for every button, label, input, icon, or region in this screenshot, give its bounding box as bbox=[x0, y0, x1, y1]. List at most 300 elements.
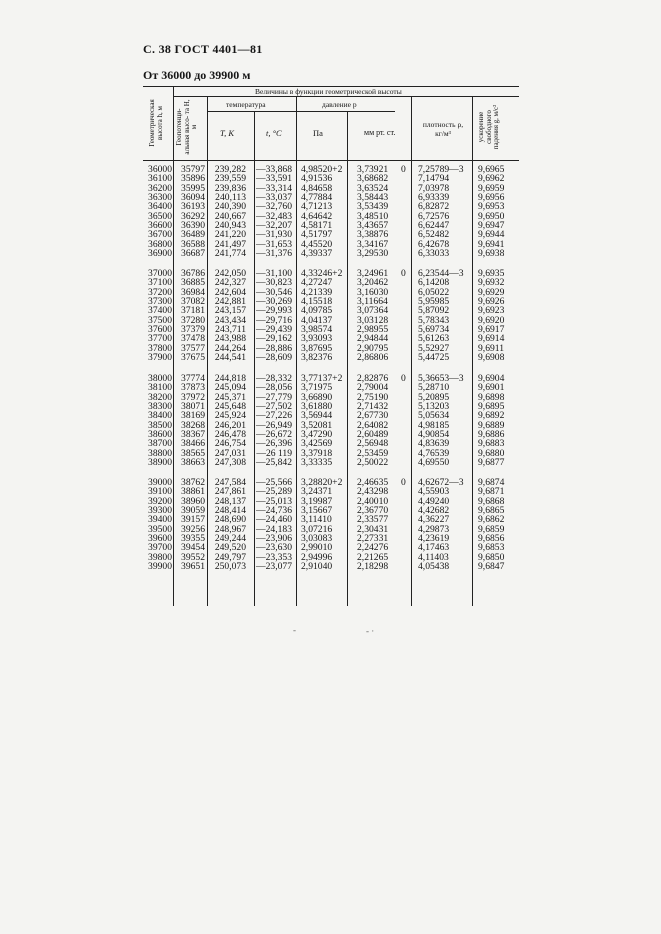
cell-g: 9,6865 bbox=[478, 505, 505, 517]
cell-H: 37478 bbox=[181, 333, 205, 345]
cell-rho: 4,62672—3 bbox=[418, 477, 464, 488]
cell-rho: 6,93339 bbox=[418, 192, 450, 204]
col-line-1 bbox=[173, 86, 174, 606]
cell-T: 250,073 bbox=[214, 561, 246, 573]
cell-rho: 7,25789—3 bbox=[418, 164, 464, 175]
cell-t: —29,716 bbox=[256, 314, 292, 326]
temp-rule bbox=[207, 111, 395, 112]
cell-T: 239,836 bbox=[214, 182, 246, 194]
header-gravity: ускорение свободного падения g, м/с² bbox=[477, 104, 500, 150]
header-geometric: Геометрическая высота h, м bbox=[148, 99, 164, 147]
cell-p: 3,82376 bbox=[301, 352, 333, 364]
cell-H: 37379 bbox=[181, 324, 205, 336]
cell-mm: 2,86806 bbox=[357, 352, 389, 364]
cell-h: 38300 bbox=[148, 401, 172, 413]
cell-T: 249,244 bbox=[214, 533, 246, 545]
cell-rho: 5,95985 bbox=[418, 296, 450, 308]
cell-mm: 2,90795 bbox=[357, 342, 389, 354]
cell-H: 38565 bbox=[181, 447, 205, 459]
cell-h: 36800 bbox=[148, 238, 172, 250]
cell-T: 248,690 bbox=[214, 514, 246, 526]
cell-mm: 2,79004 bbox=[357, 382, 389, 394]
cell-p: 4,15518 bbox=[301, 296, 333, 308]
cell-T: 240,943 bbox=[214, 220, 246, 232]
cell-mm: 3,58443 bbox=[357, 192, 389, 204]
cell-g: 9,6877 bbox=[478, 457, 505, 469]
cell-g: 9,6929 bbox=[478, 286, 505, 298]
cell-H: 37181 bbox=[181, 305, 205, 317]
cell-mm: 2,40010 bbox=[357, 495, 389, 507]
cell-g: 9,6862 bbox=[478, 514, 505, 526]
cell-p: 3,77137+2 bbox=[301, 373, 343, 384]
cell-p: 4,58171 bbox=[301, 220, 333, 232]
cell-t: —31,653 bbox=[256, 238, 292, 250]
cell-h: 38700 bbox=[148, 438, 172, 450]
cell-p: 3,11410 bbox=[301, 514, 332, 526]
cell-rho: 5,05634 bbox=[418, 410, 450, 422]
header-group-title: Величины в функции геометрической высоты bbox=[255, 87, 402, 96]
footer-mark-right: - · bbox=[366, 626, 375, 636]
cell-T: 246,754 bbox=[214, 438, 246, 450]
cell-H: 38466 bbox=[181, 438, 205, 450]
cell-mm: 3,03128 bbox=[357, 314, 389, 326]
cell-T: 243,157 bbox=[214, 305, 246, 317]
cell-T: 247,308 bbox=[214, 457, 246, 469]
cell-p: 3,66890 bbox=[301, 391, 333, 403]
cell-h: 37300 bbox=[148, 296, 172, 308]
cell-H: 37774 bbox=[181, 373, 205, 384]
cell-p: 4,64642 bbox=[301, 210, 333, 222]
cell-mm: 2,18298 bbox=[357, 561, 389, 573]
cell-g: 9,6911 bbox=[478, 342, 505, 354]
cell-H: 37280 bbox=[181, 314, 205, 326]
cell-t: —33,314 bbox=[256, 182, 292, 194]
cell-p: 4,04137 bbox=[301, 314, 333, 326]
cell-rho: 5,13203 bbox=[418, 401, 450, 413]
header-pa: Па bbox=[313, 128, 323, 138]
cell-rho: 6,14208 bbox=[418, 277, 450, 289]
cell-T: 240,390 bbox=[214, 201, 246, 213]
cell-t: —29,439 bbox=[256, 324, 292, 336]
cell-mm: 2,53459 bbox=[357, 447, 389, 459]
cell-mm: 2,50022 bbox=[357, 457, 389, 469]
cell-t: —26 119 bbox=[256, 447, 292, 459]
cell-mm: 3,20462 bbox=[357, 277, 389, 289]
cell-mm: 3,48510 bbox=[357, 210, 389, 222]
cell-g: 9,6868 bbox=[478, 495, 505, 507]
cell-mm: 3,68682 bbox=[357, 173, 389, 185]
cell-mm: 2,71432 bbox=[357, 401, 389, 413]
cell-g: 9,6950 bbox=[478, 210, 505, 222]
cell-rho: 6,23544—3 bbox=[418, 268, 464, 279]
cell-h: 36400 bbox=[148, 201, 172, 213]
cell-t: —25,566 bbox=[256, 477, 292, 488]
cell-t: —25,842 bbox=[256, 457, 292, 469]
cell-g: 9,6959 bbox=[478, 182, 505, 194]
cell-H: 36984 bbox=[181, 286, 205, 298]
header-temperature: температура bbox=[226, 100, 266, 109]
cell-g: 9,6965 bbox=[478, 164, 505, 175]
cell-g: 9,6847 bbox=[478, 561, 505, 573]
cell-p: 3,42569 bbox=[301, 438, 333, 450]
cell-p: 4,71213 bbox=[301, 201, 333, 213]
cell-H: 38169 bbox=[181, 410, 205, 422]
cell-p: 3,87695 bbox=[301, 342, 333, 354]
cell-rho: 5,61263 bbox=[418, 333, 450, 345]
cell-mm: 3,11664 bbox=[357, 296, 388, 308]
cell-H: 36687 bbox=[181, 248, 205, 260]
cell-h: 37500 bbox=[148, 314, 172, 326]
cell-H: 35995 bbox=[181, 182, 205, 194]
cell-mm: 2,30431 bbox=[357, 523, 389, 535]
cell-t: —26,949 bbox=[256, 419, 292, 431]
cell-T: 244,818 bbox=[214, 373, 246, 384]
cell-h: 36600 bbox=[148, 220, 172, 232]
cell-rho: 6,82872 bbox=[418, 201, 450, 213]
cell-g: 9,6871 bbox=[478, 486, 505, 498]
cell-H: 36292 bbox=[181, 210, 205, 222]
cell-rho: 6,05022 bbox=[418, 286, 450, 298]
cell-p: 4,45520 bbox=[301, 238, 333, 250]
cell-p: 3,19987 bbox=[301, 495, 333, 507]
cell-rho: 5,20895 bbox=[418, 391, 450, 403]
cell-t: —23,353 bbox=[256, 551, 292, 563]
cell-T: 242,881 bbox=[214, 296, 246, 308]
cell-h: 37000 bbox=[148, 268, 172, 279]
cell-t: —26,396 bbox=[256, 438, 292, 450]
header-rule bbox=[143, 160, 519, 161]
cell-T: 248,967 bbox=[214, 523, 246, 535]
cell-rho: 4,55903 bbox=[418, 486, 450, 498]
cell-mm: 2,21265 bbox=[357, 551, 389, 563]
cell-g: 9,6941 bbox=[478, 238, 505, 250]
cell-mm: 2,24276 bbox=[357, 542, 389, 554]
cell-H: 36094 bbox=[181, 192, 205, 204]
cell-h: 37900 bbox=[148, 352, 172, 364]
cell-g: 9,6883 bbox=[478, 438, 505, 450]
cell-g: 9,6874 bbox=[478, 477, 505, 488]
cell-T: 243,988 bbox=[214, 333, 246, 345]
cell-g: 9,6895 bbox=[478, 401, 505, 413]
cell-t: —30,823 bbox=[256, 277, 292, 289]
cell-H: 39552 bbox=[181, 551, 205, 563]
cell-g: 9,6920 bbox=[478, 314, 505, 326]
cell-rho: 4,90854 bbox=[418, 429, 450, 441]
cell-h: 39200 bbox=[148, 495, 172, 507]
cell-mm: 3,29530 bbox=[357, 248, 389, 260]
cell-p: 4,33246+2 bbox=[301, 268, 343, 279]
cell-t: —32,483 bbox=[256, 210, 292, 222]
cell-T: 243,434 bbox=[214, 314, 246, 326]
cell-g: 9,6859 bbox=[478, 523, 505, 535]
cell-rho: 4,98185 bbox=[418, 419, 450, 431]
cell-rho: 6,42678 bbox=[418, 238, 450, 250]
col-line-3 bbox=[254, 111, 255, 606]
cell-g: 9,6901 bbox=[478, 382, 505, 394]
cell-h: 37200 bbox=[148, 286, 172, 298]
cell-T: 242,604 bbox=[214, 286, 246, 298]
cell-mm: 3,07364 bbox=[357, 305, 389, 317]
cell-g: 9,6944 bbox=[478, 229, 505, 241]
cell-g: 9,6923 bbox=[478, 305, 505, 317]
cell-H: 39256 bbox=[181, 523, 205, 535]
cell-p: 4,09785 bbox=[301, 305, 333, 317]
cell-p: 3,37918 bbox=[301, 447, 333, 459]
cell-t: —28,886 bbox=[256, 342, 292, 354]
cell-mm: 2,36770 bbox=[357, 505, 389, 517]
cell-H: 36489 bbox=[181, 229, 205, 241]
cell-h: 38800 bbox=[148, 447, 172, 459]
cell-H: 38367 bbox=[181, 429, 205, 441]
cell-h: 37600 bbox=[148, 324, 172, 336]
cell-rho: 4,83639 bbox=[418, 438, 450, 450]
col-line-7 bbox=[472, 96, 473, 606]
cell-H: 39651 bbox=[181, 561, 205, 573]
cell-T: 244,264 bbox=[214, 342, 246, 354]
cell-rho: 4,49240 bbox=[418, 495, 450, 507]
header-pressure: давление p bbox=[322, 100, 357, 109]
cell-e: 0 bbox=[401, 268, 406, 279]
cell-h: 39500 bbox=[148, 523, 172, 535]
cell-H: 38663 bbox=[181, 457, 205, 469]
cell-h: 36300 bbox=[148, 192, 172, 204]
cell-h: 36900 bbox=[148, 248, 172, 260]
cell-g: 9,6898 bbox=[478, 391, 505, 403]
cell-H: 39355 bbox=[181, 533, 205, 545]
cell-mm: 3,63524 bbox=[357, 182, 389, 194]
cell-p: 3,56944 bbox=[301, 410, 333, 422]
cell-T: 240,667 bbox=[214, 210, 246, 222]
cell-rho: 6,62447 bbox=[418, 220, 450, 232]
cell-h: 37800 bbox=[148, 342, 172, 354]
cell-t: —27,226 bbox=[256, 410, 292, 422]
cell-T: 242,327 bbox=[214, 277, 246, 289]
cell-T: 243,711 bbox=[215, 324, 246, 336]
cell-p: 3,33335 bbox=[301, 457, 333, 469]
cell-T: 241,220 bbox=[214, 229, 246, 241]
cell-e: 0 bbox=[401, 477, 406, 488]
cell-e: 0 bbox=[401, 373, 406, 384]
cell-h: 38000 bbox=[148, 373, 172, 384]
cell-p: 4,77884 bbox=[301, 192, 333, 204]
cell-rho: 4,05438 bbox=[418, 561, 450, 573]
cell-h: 38100 bbox=[148, 382, 172, 394]
page-title: С. 38 ГОСТ 4401—81 bbox=[143, 42, 263, 56]
cell-rho: 4,76539 bbox=[418, 447, 450, 459]
col-line-4 bbox=[296, 96, 297, 606]
cell-h: 37100 bbox=[148, 277, 172, 289]
cell-p: 4,39337 bbox=[301, 248, 333, 260]
cell-mm: 2,60489 bbox=[357, 429, 389, 441]
header-mmhg: мм рт. ст. bbox=[364, 128, 396, 137]
cell-h: 36700 bbox=[148, 229, 172, 241]
cell-mm: 3,73921 bbox=[357, 164, 389, 175]
cell-mm: 2,82876 bbox=[357, 373, 389, 384]
cell-H: 37675 bbox=[181, 352, 205, 364]
cell-mm: 3,24961 bbox=[357, 268, 389, 279]
cell-T: 248,137 bbox=[214, 495, 246, 507]
cell-t: —28,056 bbox=[256, 382, 292, 394]
cell-T: 241,497 bbox=[214, 238, 246, 250]
cell-T: 245,924 bbox=[214, 410, 246, 422]
cell-p: 2,99010 bbox=[301, 542, 333, 554]
cell-rho: 6,33033 bbox=[418, 248, 450, 260]
cell-p: 3,47290 bbox=[301, 429, 333, 441]
cell-h: 36500 bbox=[148, 210, 172, 222]
cell-mm: 2,33577 bbox=[357, 514, 389, 526]
cell-g: 9,6914 bbox=[478, 333, 505, 345]
cell-g: 9,6917 bbox=[478, 324, 505, 336]
cell-t: —26,672 bbox=[256, 429, 292, 441]
cell-t: —23,906 bbox=[256, 533, 292, 545]
cell-p: 3,98574 bbox=[301, 324, 333, 336]
cell-h: 39700 bbox=[148, 542, 172, 554]
cell-rho: 5,28710 bbox=[418, 382, 450, 394]
cell-t: —23,630 bbox=[256, 542, 292, 554]
cell-t: —27,779 bbox=[256, 391, 292, 403]
cell-t: —28,609 bbox=[256, 352, 292, 364]
cell-T: 249,520 bbox=[214, 542, 246, 554]
cell-t: —33,037 bbox=[256, 192, 292, 204]
header-temp-k: T, K bbox=[220, 128, 235, 138]
cell-H: 36390 bbox=[181, 220, 205, 232]
cell-t: —31,100 bbox=[256, 268, 292, 279]
cell-t: —25,013 bbox=[256, 495, 292, 507]
footer-mark-left: - bbox=[293, 625, 296, 635]
cell-mm: 3,43657 bbox=[357, 220, 389, 232]
cell-T: 245,648 bbox=[214, 401, 246, 413]
cell-mm: 2,75190 bbox=[357, 391, 389, 403]
cell-H: 38268 bbox=[181, 419, 205, 431]
cell-mm: 2,67730 bbox=[357, 410, 389, 422]
cell-T: 239,559 bbox=[214, 173, 246, 185]
cell-t: —31,930 bbox=[256, 229, 292, 241]
cell-H: 38762 bbox=[181, 477, 205, 488]
cell-p: 3,93093 bbox=[301, 333, 333, 345]
cell-g: 9,6932 bbox=[478, 277, 505, 289]
cell-g: 9,6880 bbox=[478, 447, 505, 459]
cell-T: 239,282 bbox=[214, 164, 246, 175]
cell-p: 3,28820+2 bbox=[301, 477, 343, 488]
cell-t: —29,162 bbox=[256, 333, 292, 345]
cell-g: 9,6962 bbox=[478, 173, 505, 185]
cell-rho: 6,72576 bbox=[418, 210, 450, 222]
cell-H: 36885 bbox=[181, 277, 205, 289]
cell-T: 247,584 bbox=[214, 477, 246, 488]
cell-H: 39454 bbox=[181, 542, 205, 554]
cell-g: 9,6892 bbox=[478, 410, 505, 422]
cell-p: 3,71975 bbox=[301, 382, 333, 394]
cell-rho: 4,36227 bbox=[418, 514, 450, 526]
cell-H: 37873 bbox=[181, 382, 205, 394]
cell-h: 37400 bbox=[148, 305, 172, 317]
cell-mm: 3,38876 bbox=[357, 229, 389, 241]
cell-h: 39600 bbox=[148, 533, 172, 545]
cell-mm: 2,56948 bbox=[357, 438, 389, 450]
cell-H: 36588 bbox=[181, 238, 205, 250]
cell-g: 9,6853 bbox=[478, 542, 505, 554]
cell-h: 39100 bbox=[148, 486, 172, 498]
cell-rho: 4,69550 bbox=[418, 457, 450, 469]
cell-h: 36200 bbox=[148, 182, 172, 194]
cell-H: 38861 bbox=[181, 486, 205, 498]
cell-p: 3,07216 bbox=[301, 523, 333, 535]
cell-h: 39300 bbox=[148, 505, 172, 517]
cell-T: 247,861 bbox=[214, 486, 246, 498]
cell-t: —30,269 bbox=[256, 296, 292, 308]
cell-h: 39000 bbox=[148, 477, 172, 488]
cell-H: 37972 bbox=[181, 391, 205, 403]
cell-T: 247,031 bbox=[214, 447, 246, 459]
cell-t: —23,077 bbox=[256, 561, 292, 573]
cell-T: 240,113 bbox=[215, 192, 246, 204]
cell-p: 4,98520+2 bbox=[301, 164, 343, 175]
cell-g: 9,6886 bbox=[478, 429, 505, 441]
cell-g: 9,6947 bbox=[478, 220, 505, 232]
cell-h: 38500 bbox=[148, 419, 172, 431]
cell-T: 246,201 bbox=[214, 419, 246, 431]
cell-g: 9,6938 bbox=[478, 248, 505, 260]
cell-t: —32,760 bbox=[256, 201, 292, 213]
cell-mm: 2,27331 bbox=[357, 533, 389, 545]
cell-t: —28,332 bbox=[256, 373, 292, 384]
group-rule bbox=[173, 96, 519, 97]
cell-p: 3,03083 bbox=[301, 533, 333, 545]
cell-mm: 2,46635 bbox=[357, 477, 389, 488]
cell-T: 244,541 bbox=[214, 352, 246, 364]
cell-t: —33,591 bbox=[256, 173, 292, 185]
cell-p: 3,61880 bbox=[301, 401, 333, 413]
cell-mm: 2,94844 bbox=[357, 333, 389, 345]
cell-t: —30,546 bbox=[256, 286, 292, 298]
cell-p: 3,52081 bbox=[301, 419, 333, 431]
cell-H: 36786 bbox=[181, 268, 205, 279]
cell-H: 37577 bbox=[181, 342, 205, 354]
cell-rho: 5,52927 bbox=[418, 342, 450, 354]
cell-g: 9,6956 bbox=[478, 192, 505, 204]
cell-t: —33,868 bbox=[256, 164, 292, 175]
cell-t: —24,183 bbox=[256, 523, 292, 535]
cell-H: 35797 bbox=[181, 164, 205, 175]
cell-h: 38200 bbox=[148, 391, 172, 403]
cell-mm: 2,43298 bbox=[357, 486, 389, 498]
header-temp-c: t, °C bbox=[266, 128, 282, 138]
cell-g: 9,6926 bbox=[478, 296, 505, 308]
cell-g: 9,6856 bbox=[478, 533, 505, 545]
cell-rho: 5,44725 bbox=[418, 352, 450, 364]
cell-H: 36193 bbox=[181, 201, 205, 213]
cell-e: 0 bbox=[401, 164, 406, 175]
cell-g: 9,6850 bbox=[478, 551, 505, 563]
cell-h: 39800 bbox=[148, 551, 172, 563]
cell-h: 36100 bbox=[148, 173, 172, 185]
cell-g: 9,6953 bbox=[478, 201, 505, 213]
cell-rho: 5,36653—3 bbox=[418, 373, 464, 384]
cell-p: 4,91536 bbox=[301, 173, 333, 185]
cell-mm: 3,34167 bbox=[357, 238, 389, 250]
cell-p: 3,24371 bbox=[301, 486, 333, 498]
cell-rho: 4,42682 bbox=[418, 505, 450, 517]
cell-h: 36000 bbox=[148, 164, 172, 175]
cell-g: 9,6889 bbox=[478, 419, 505, 431]
cell-T: 241,774 bbox=[214, 248, 246, 260]
cell-rho: 5,87092 bbox=[418, 305, 450, 317]
cell-t: —32,207 bbox=[256, 220, 292, 232]
cell-rho: 7,14794 bbox=[418, 173, 450, 185]
cell-p: 4,27247 bbox=[301, 277, 333, 289]
cell-g: 9,6935 bbox=[478, 268, 505, 279]
cell-t: —31,376 bbox=[256, 248, 292, 260]
